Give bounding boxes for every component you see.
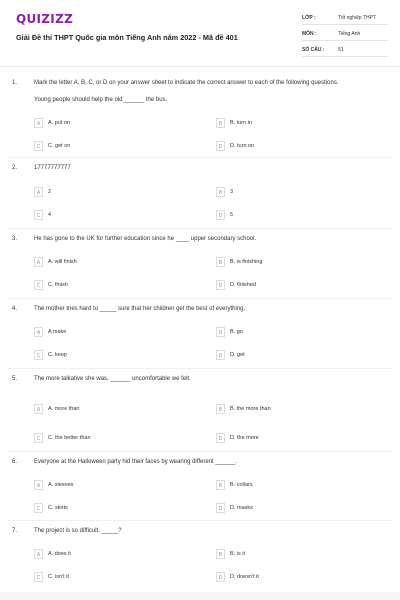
option-letter-box: A xyxy=(34,257,43,267)
option-letter-box: B xyxy=(216,187,225,197)
header-divider xyxy=(0,66,400,67)
option-text: B. collars xyxy=(230,482,253,488)
meta-label: LỚP : xyxy=(302,15,316,21)
meta-value: 51 xyxy=(338,47,344,53)
option-letter-box: B xyxy=(216,327,225,337)
option-text: 3 xyxy=(230,189,234,195)
option-text: C. the better than xyxy=(48,435,91,441)
question-divider xyxy=(8,451,392,452)
option-text: D. get xyxy=(230,352,245,358)
question-divider xyxy=(8,157,392,158)
option-letter-box: A xyxy=(34,480,43,490)
meta-value: Tốt nghiệp THPT xyxy=(338,15,376,21)
option-text: A. does it xyxy=(48,551,71,557)
question-number: 7. xyxy=(12,528,18,534)
option-text: C. finish xyxy=(48,282,68,288)
option-letter-box: D xyxy=(216,503,225,513)
option-letter-box: D xyxy=(216,433,225,443)
meta-label: SỐ CÂU : xyxy=(302,47,325,53)
question-text: The mother tries hard to _____ sure that her children get the best of everything. xyxy=(34,306,246,312)
page-bottom-edge xyxy=(0,592,400,600)
question-divider xyxy=(8,368,392,369)
option-letter-box: C xyxy=(34,572,43,582)
question-text: He has gone to the UK for further education since he ____ upper secondary school. xyxy=(34,236,257,242)
option-text: C. get on xyxy=(48,143,71,149)
question-divider xyxy=(8,298,392,299)
option-text: C. skirts xyxy=(48,505,68,511)
option-text: A. put on xyxy=(48,120,71,126)
option-letter-box: D xyxy=(216,141,225,151)
option-letter-box: C xyxy=(34,433,43,443)
question-number: 2. xyxy=(12,165,18,171)
option-letter-box: D xyxy=(216,572,225,582)
option-text: B. is finishing xyxy=(230,259,263,265)
worksheet-title: Giải Đề thi THPT Quốc gia môn Tiếng Anh năm 2022 - Mã đề 401 xyxy=(16,33,238,42)
question-text: 17777777777 xyxy=(34,165,71,171)
option-text: D. finished xyxy=(230,282,256,288)
option-text: 4 xyxy=(48,212,52,218)
option-letter-box: A xyxy=(34,187,43,197)
option-text: B. the more than xyxy=(230,406,271,412)
option-text: 2 xyxy=(48,189,52,195)
option-text: C. keep xyxy=(48,352,67,358)
option-letter-box: D xyxy=(216,350,225,360)
question-number: 4. xyxy=(12,306,18,312)
meta-row-count xyxy=(302,44,388,57)
meta-label: MÔN : xyxy=(302,31,317,37)
question-text: Mark the letter A, B, C, or D on your answer sheet to indicate the correct answer to each of the following questions. xyxy=(34,80,339,86)
option-letter-box: B xyxy=(216,118,225,128)
option-text: D. turn on xyxy=(230,143,255,149)
question-number: 5. xyxy=(12,376,18,382)
option-letter-box: C xyxy=(34,280,43,290)
question-text: Everyone at the Halloween party hid their faces by wearing different ______. xyxy=(34,459,238,465)
option-letter-box: C xyxy=(34,350,43,360)
option-letter-box: A xyxy=(34,404,43,414)
meta-value: Tiếng Anh xyxy=(338,31,361,37)
option-text: B. turn in xyxy=(230,120,253,126)
option-letter-box: D xyxy=(216,280,225,290)
option-letter-box: C xyxy=(34,503,43,513)
option-text: A. more than xyxy=(48,406,80,412)
question-divider xyxy=(8,228,392,229)
option-text: D. doesn't it xyxy=(230,574,259,580)
quizizz-logo: QUIZIZZ xyxy=(16,12,74,26)
question-number: 6. xyxy=(12,459,18,465)
question-text: The project is so difficult, _____? xyxy=(34,528,122,534)
option-text: A. sleeves xyxy=(48,482,74,488)
option-letter-box: A xyxy=(34,327,43,337)
option-text: B. go xyxy=(230,329,243,335)
option-letter-box: C xyxy=(34,141,43,151)
option-letter-box: B xyxy=(216,549,225,559)
option-letter-box: D xyxy=(216,210,225,220)
question-text: The more talkative she was, ______ uncomfortable we felt. xyxy=(34,376,191,382)
option-letter-box: A xyxy=(34,118,43,128)
question-divider xyxy=(8,520,392,521)
option-letter-box: B xyxy=(216,404,225,414)
option-text: B. is it xyxy=(230,551,245,557)
option-text: 5 xyxy=(230,212,234,218)
option-letter-box: B xyxy=(216,480,225,490)
option-letter-box: B xyxy=(216,257,225,267)
option-text: D. masks xyxy=(230,505,253,511)
option-text: D. the more xyxy=(230,435,259,441)
question-number: 3. xyxy=(12,236,18,242)
question-text: Young people should help the old ______ the bus. xyxy=(34,97,168,103)
option-letter-box: C xyxy=(34,210,43,220)
question-number: 1. xyxy=(12,80,18,86)
meta-row-class xyxy=(302,12,388,25)
option-text: A make xyxy=(48,329,67,335)
meta-row-subject xyxy=(302,28,388,41)
option-text: C. isn't it xyxy=(48,574,69,580)
option-letter-box: A xyxy=(34,549,43,559)
option-text: A. will finish xyxy=(48,259,77,265)
